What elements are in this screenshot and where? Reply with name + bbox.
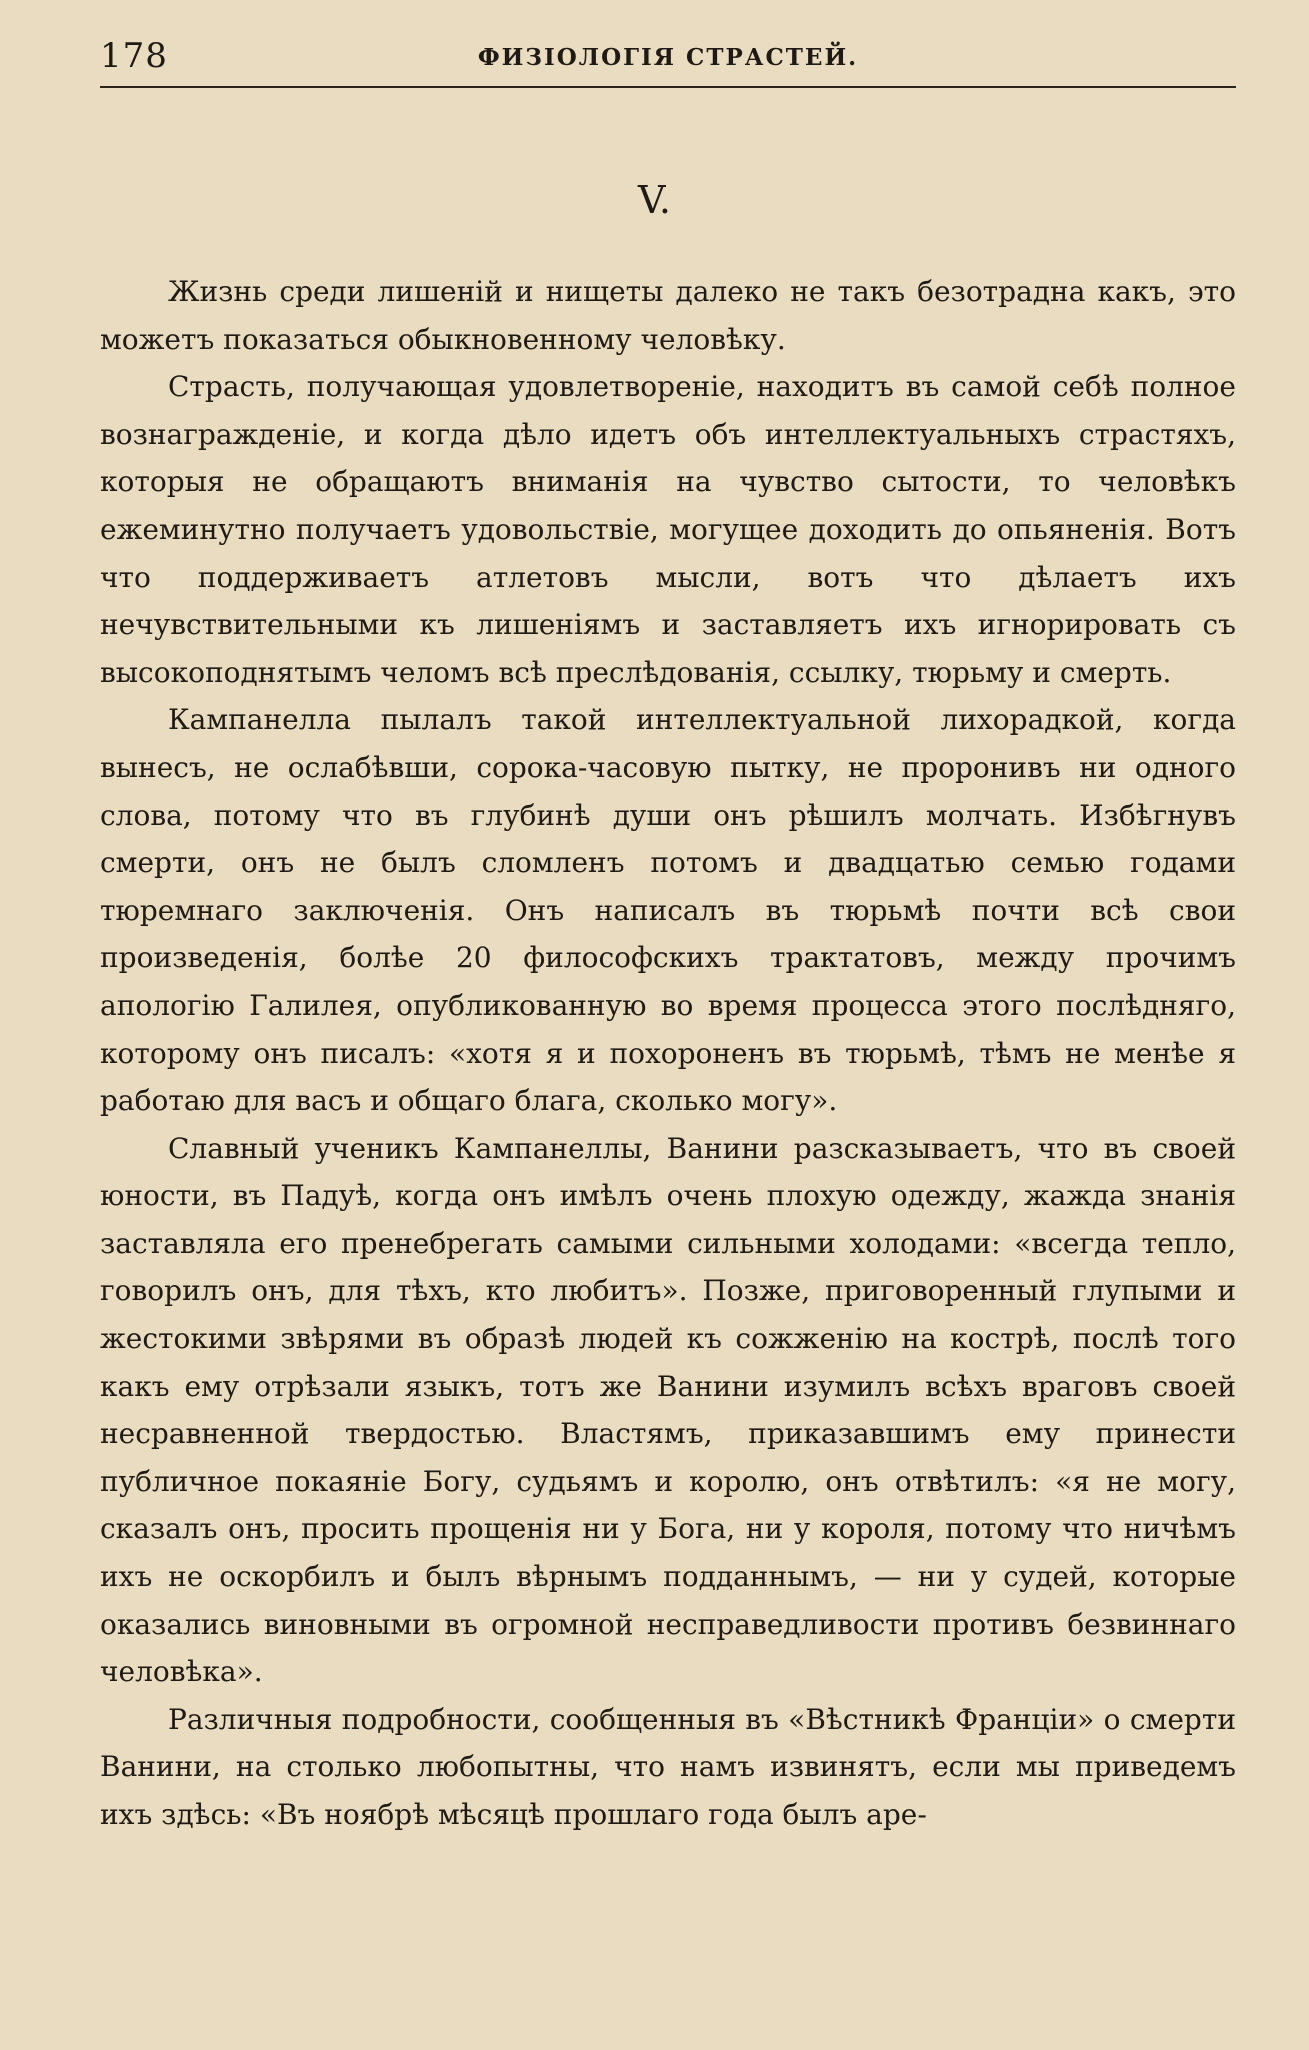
section-heading: V. <box>638 178 671 222</box>
paragraph: Жизнь среди лишеній и нищеты далеко не такъ безотрадна какъ, это можетъ показаться обыкновенному человѣку. <box>100 275 1236 356</box>
paragraph: Страсть, получающая удовлетвореніе, находитъ въ самой себѣ полное вознагражденіе, и когда дѣло идетъ объ интеллектуальныхъ страстяхъ, которыя не обращаютъ вниманія на чувство сытости, то человѣкъ ежеминутно получаетъ удовольствіе, могущее доходить до опьяненія. Вотъ что поддерживаетъ атлетовъ мысли, вотъ что дѣлаетъ ихъ нечувствительными къ лишеніямъ и заставляетъ ихъ игнорировать съ высокоподнятымъ челомъ всѣ преслѣдованія, ссылку, тюрьму и смерть. <box>100 370 1236 689</box>
paragraph: Славный ученикъ Кампанеллы, Ванини разсказываетъ, что въ своей юности, въ Падуѣ, когда онъ имѣлъ очень плохую одежду, жажда знанія заставляла его пренебрегать самыми сильными холодами: «всегда тепло, говорилъ онъ, для тѣхъ, кто любитъ». Позже, приговоренный глупыми и жестокими звѣрями въ образѣ людей къ сожженію на кострѣ, послѣ того какъ ему отрѣзали языкъ, тотъ же Ванини изумилъ всѣхъ враговъ своей несравненной твердостью. Властямъ, приказавшимъ ему принести публичное покаяніе Богу, судьямъ и королю, онъ отвѣтилъ: «я не могу, сказалъ онъ, просить прощенія ни у Бога, ни у короля, потому что ничѣмъ ихъ не оскорбилъ и былъ вѣрнымъ подданнымъ, — ни у судей, которые оказались виновными въ огромной несправедливости противъ безвиннаго человѣка». <box>100 1131 1236 1689</box>
body-text <box>100 268 1236 1839</box>
running-title: ФИЗІОЛОГІЯ СТРАСТЕЙ. <box>477 44 859 71</box>
page-header <box>100 30 1236 88</box>
paragraph: Кампанелла пылалъ такой интеллектуальной лихорадкой, когда вынесъ, не ослабѣвши, сорока-часовую пытку, не проронивъ ни одного слова, потому что въ глубинѣ души онъ рѣшилъ молчать. Избѣгнувъ смерти, онъ не былъ сломленъ потомъ и двадцатью семью годами тюремнаго заключенія. Онъ написалъ въ тюрьмѣ почти всѣ свои произведенія, болѣе 20 философскихъ трактатовъ, между прочимъ апологію Галилея, опубликованную во время процесса этого послѣдняго, которому онъ писалъ: «хотя я и похороненъ въ тюрьмѣ, тѣмъ не менѣе я работаю для васъ и общаго блага, сколько могу». <box>100 703 1236 1118</box>
paragraph: Различныя подробности, сообщенныя въ «Вѣстникѣ Франціи» о смерти Ванини, на столько любопытны, что намъ извинятъ, если мы приведемъ ихъ здѣсь: «Въ ноябрѣ мѣсяцѣ прошлаго года былъ аре- <box>100 1702 1236 1831</box>
page-number: 178 <box>100 36 168 76</box>
